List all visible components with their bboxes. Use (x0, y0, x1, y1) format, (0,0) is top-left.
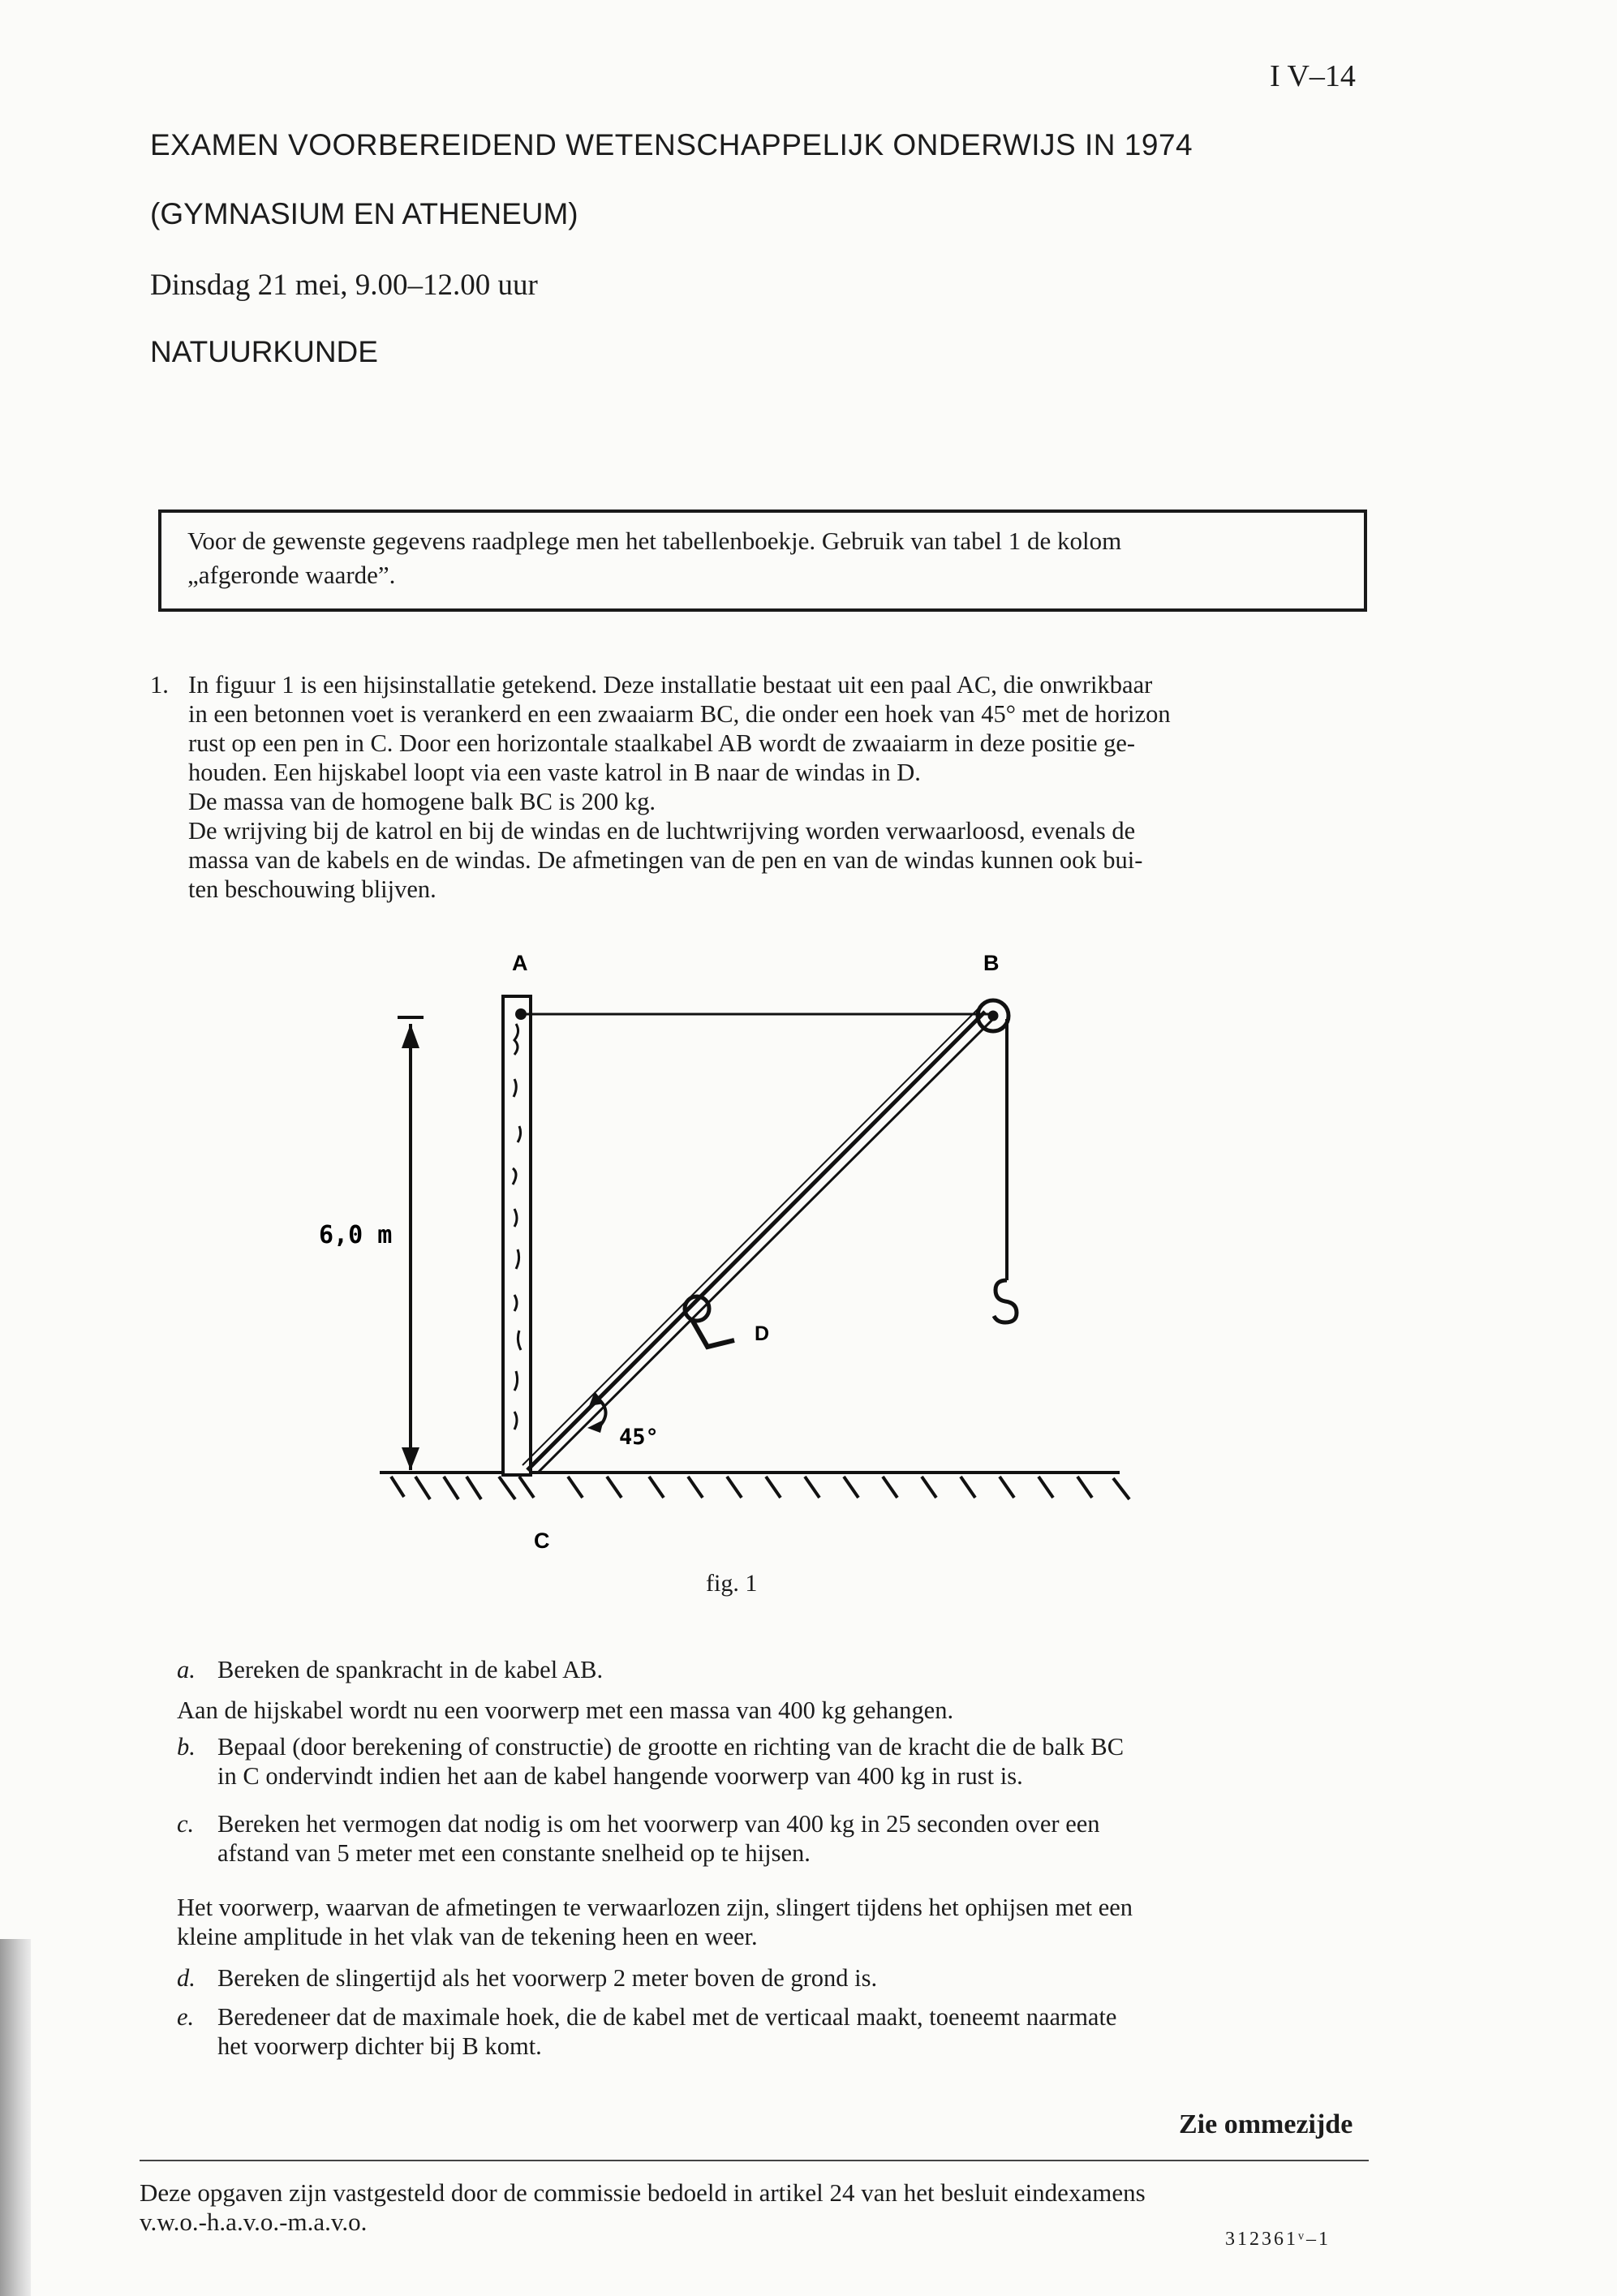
exam-subject: NATUURKUNDE (150, 335, 378, 368)
question-label: b. (177, 1733, 196, 1761)
intro-text: Aan de hijskabel wordt nu een voorwerp met een massa van 400 kg gehangen. (177, 1696, 954, 1724)
question-text: Bepaal (door berekening of constructie) de grootte en richting van de kracht die de balk BC (217, 1733, 1125, 1761)
exam-subtitle: (GYMNASIUM EN ATHENEUM) (150, 197, 578, 230)
problem-line: De wrijving bij de katrol en bij de windas en de luchtwrijving worden verwaarloosd, evenals de (188, 817, 1136, 845)
instructions-line: Voor de gewenste gegevens raadplege men het tabellenboekje. Gebruik van tabel 1 de kolom (187, 527, 1122, 555)
intro-text: Het voorwerp, waarvan de afmetingen te verwaarlozen zijn, slingert tijdens het ophijsen met een (177, 1894, 1133, 1921)
question-text: afstand van 5 meter met een constante snelheid op te hijsen. (217, 1839, 811, 1867)
footer-text (140, 2178, 1146, 2237)
question-b (177, 1732, 1426, 1791)
footer-line: Deze opgaven zijn vastgesteld door de commissie bedoeld in artikel 24 van het besluit eindexamens (140, 2178, 1146, 2207)
label-a: A (512, 951, 528, 975)
exam-date: Dinsdag 21 mei, 9.00–12.00 uur (150, 269, 538, 302)
problem-line: ten beschouwing blijven. (188, 875, 437, 903)
problem-line: In figuur 1 is een hijsinstallatie getekend. Deze installatie bestaat uit een paal AC, die onwrikbaar (188, 671, 1153, 699)
footer-divider (140, 2160, 1369, 2161)
height-dimension (398, 1017, 424, 1470)
question-text: Bereken de spankracht in de kabel AB. (217, 1656, 604, 1683)
footer-line: v.w.o.-h.a.v.o.-m.a.v.o. (140, 2208, 368, 2236)
question-intro (177, 1696, 953, 1725)
height-label: 6,0 m (319, 1221, 393, 1249)
problem-line: De massa van de homogene balk BC is 200 kg. (188, 788, 656, 815)
question-label: e. (177, 2003, 195, 2031)
label-d: D (755, 1322, 770, 1345)
question-text: Beredeneer dat de maximale hoek, die de kabel met de verticaal maakt, toeneemt naarmate (217, 2003, 1117, 2031)
question-c (177, 1809, 1426, 1868)
question-label: d. (177, 1964, 196, 1992)
label-c: C (534, 1529, 550, 1553)
figure-caption: fig. 1 (706, 1570, 758, 1597)
label-b: B (983, 951, 1000, 975)
exam-title: EXAMEN VOORBEREIDEND WETENSCHAPPELIJK ONDERWIJS IN 1974 (150, 128, 1193, 161)
document-number: 312361ᵛ–1 (1225, 2229, 1331, 2250)
question-e (177, 2002, 1426, 2061)
problem-line: rust op een pen in C. Door een horizontale staalkabel AB wordt de zwaaiarm in deze positie ge- (188, 729, 1136, 757)
problem-line: houden. Een hijskabel loopt via een vaste katrol in B naar de windas in D. (188, 759, 921, 786)
turn-over-note: Zie ommezijde (1179, 2109, 1353, 2139)
swing-intro (177, 1893, 1133, 1951)
pole-ac (503, 996, 531, 1475)
problem-line: in een betonnen voet is verankerd en een zwaaiarm BC, die onder een hoek van 45° met de horizon (188, 700, 1171, 728)
intro-text: kleine amplitude in het vlak van de tekening heen en weer. (177, 1923, 758, 1950)
question-text: het voorwerp dichter bij B komt. (217, 2032, 542, 2060)
question-label: c. (177, 1810, 195, 1838)
cable-ab (515, 1008, 991, 1020)
question-text: Bereken het vermogen dat nodig is om het voorwerp van 400 kg in 25 seconden over een (217, 1810, 1100, 1838)
angle-label: 45° (619, 1425, 659, 1450)
instructions-line: „afgeronde waarde”. (187, 561, 396, 589)
problem-number: 1. (150, 671, 169, 699)
question-text: Bereken de slingertijd als het voorwerp 2 meter boven de grond is. (217, 1964, 878, 1992)
question-d (177, 1963, 1426, 1993)
exam-code: I V–14 (1270, 59, 1356, 93)
question-a (177, 1655, 1426, 1684)
ground (380, 1473, 1129, 1499)
question-label: a. (177, 1656, 196, 1683)
hoist-cable (994, 1019, 1017, 1322)
problem-line: massa van de kabels en de windas. De afmetingen van de pen en van de windas kunnen ook bui- (188, 846, 1143, 874)
question-text: in C ondervindt indien het aan de kabel hangende voorwerp van 400 kg in rust is. (217, 1762, 1023, 1790)
scan-binding-edge (0, 1939, 31, 2296)
